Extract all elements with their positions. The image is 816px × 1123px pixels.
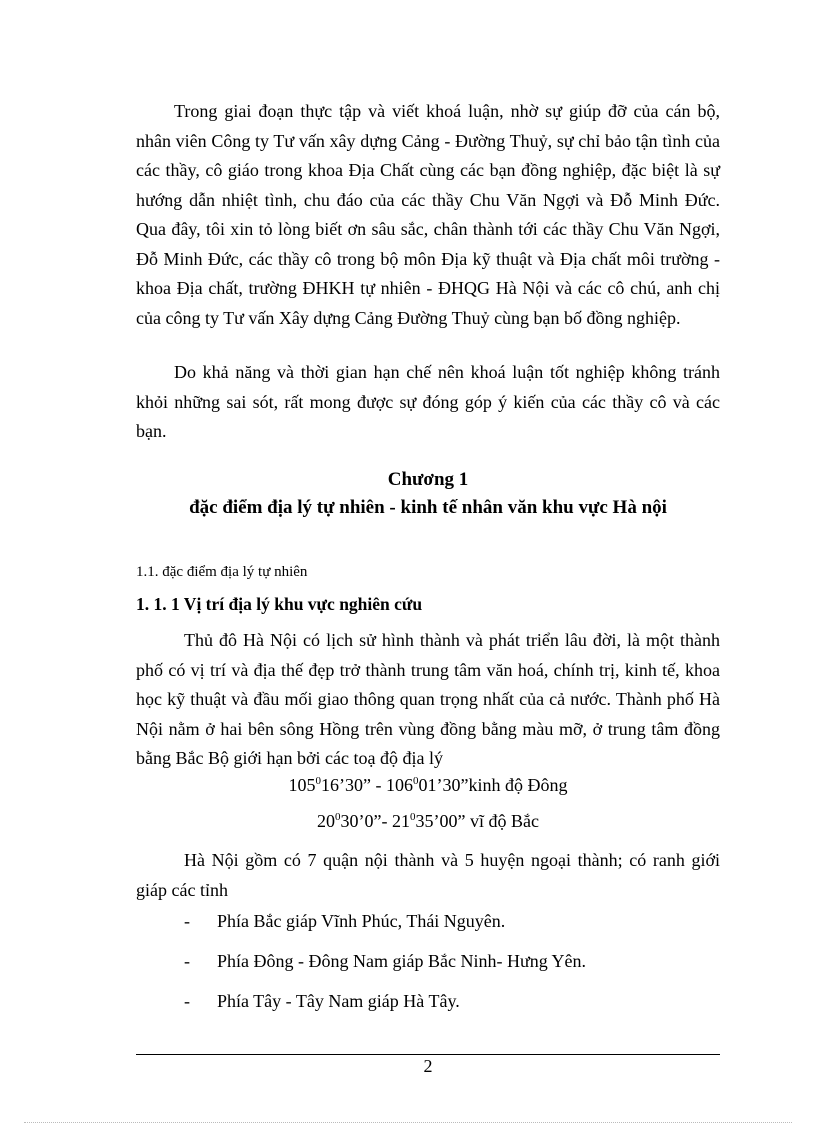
boundary-list bbox=[136, 906, 720, 1026]
list-item: - Phía Tây - Tây Nam giáp Hà Tây. bbox=[184, 991, 460, 1011]
acknowledgement-paragraph: Trong giai đoạn thực tập và viết khoá luận, nhờ sự giúp đỡ của cán bộ, nhân viên Công ty Tư vấn xây dựng Cảng - Đường Thuỷ, sự chỉ bảo tận tình của các thầy, cô giáo trong khoa Địa Chất cùng các bạn đồng nghiệp, đặc biệt là sự hướng dẫn nhiệt tình, chu đáo của các thầy Chu Văn Ngợi và Đỗ Minh Đức. Qua đây, tôi xin tỏ lòng biết ơn sâu sắc, chân thành tới các thầy Chu Văn Ngợi, Đỗ Minh Đức, các thầy cô trong bộ môn Địa kỹ thuật và Địa chất môi trường - khoa Địa chất, trường ĐHKH tự nhiên - ĐHQG Hà Nội và các cô chú, anh chị của công ty Tư vấn Xây dựng Cảng Đường Thuỷ cùng bạn bố đồng nghiệp. bbox=[136, 101, 720, 328]
list-item: - Phía Bắc giáp Vĩnh Phúc, Thái Nguyên. bbox=[184, 911, 506, 931]
page-number: 2 bbox=[423, 1056, 433, 1076]
chapter-number: Chương 1 bbox=[387, 469, 469, 490]
latitude-line: $20^030’0”-$ $21^035’00$” vĩ độ Bắc bbox=[317, 811, 539, 831]
longitude-line: $105^016’30$” - $106^001’30”kinh$ độ Đông bbox=[288, 775, 568, 795]
location-paragraph: Thủ đô Hà Nội có lịch sử hình thành và phát triển lâu đời, là một thành phố có vị trí và địa thế đẹp trở thành trung tâm văn hoá, chính trị, kinh tế, khoa học kỹ thuật và đầu mối giao thông quan trọng nhất của cả nước. Thành phố Hà Nội nằm ở hai bên sông Hồng trên vùng đồng bằng màu mỡ, ở trung tâm đồng bằng Bắc Bộ giới hạn bởi các toạ độ địa lý bbox=[136, 630, 720, 768]
section-heading: 1.1. đặc điểm địa lý tự nhiên bbox=[136, 564, 308, 580]
subsection-heading: 1. 1. 1 Vị trí địa lý khu vực nghiên cứu bbox=[136, 594, 423, 614]
boundary-paragraph: Hà Nội gồm có 7 quận nội thành và 5 huyện ngoại thành; có ranh giới giáp các tỉnh bbox=[136, 850, 720, 900]
limitation-paragraph: Do khả năng và thời gian hạn chế nên khoá luận tốt nghiệp không tránh khỏi những sai sót, rất mong được sự đóng góp ý kiến của các thầy cô và các bạn. bbox=[136, 362, 720, 441]
footer-divider bbox=[136, 1054, 720, 1055]
list-item: - Phía Đông - Đông Nam giáp Bắc Ninh- Hưng Yên. bbox=[184, 951, 587, 971]
chapter-title: đặc điểm địa lý tự nhiên - kinh tế nhân văn khu vực Hà nội bbox=[189, 497, 667, 518]
